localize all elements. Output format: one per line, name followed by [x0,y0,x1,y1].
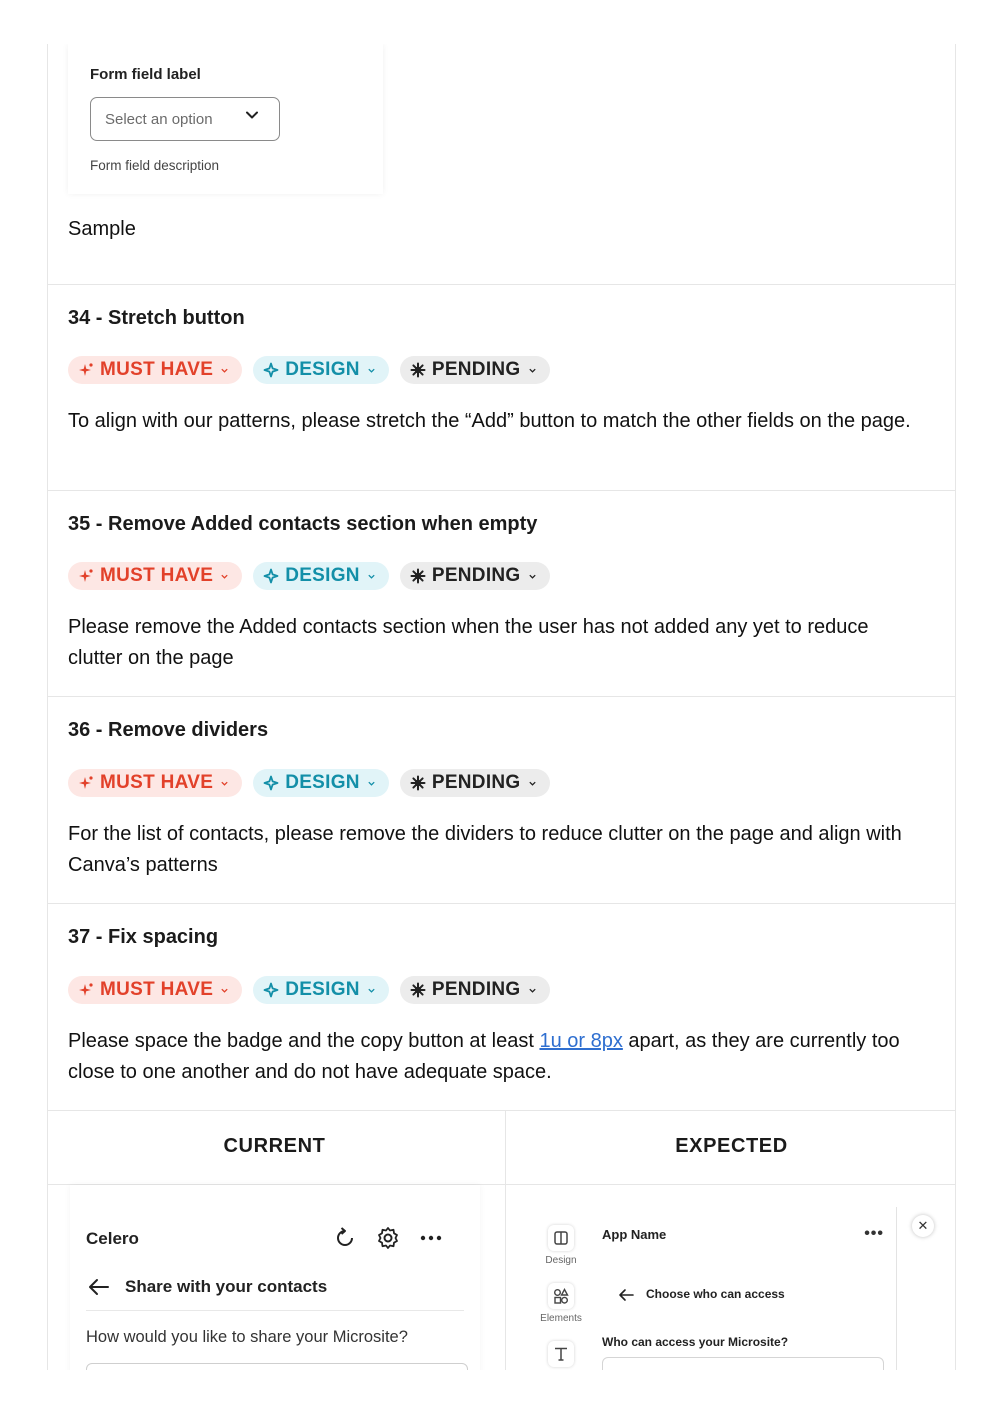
app-brand: Celero [86,1229,139,1248]
expected-screenshot [528,1185,948,1370]
document-page [47,44,956,1370]
chevron-down-icon [220,572,229,581]
sample-section [48,44,955,285]
compare-body [48,1185,955,1370]
issue-item [48,904,955,1111]
expected-column-header: EXPECTED [675,1135,788,1157]
starburst-icon [410,982,426,998]
share-heading: Share with your contacts [125,1277,328,1296]
diamond-sparkle-icon [263,362,279,378]
pending-tag[interactable] [400,769,550,797]
app-panel [602,1207,897,1370]
design-tag[interactable] [253,769,389,797]
design-tag[interactable] [253,562,389,590]
layout-icon [548,1225,574,1251]
chevron-down-icon [528,572,537,581]
diamond-sparkle-icon [263,982,279,998]
chevron-down-icon [367,572,376,581]
current-screenshot [70,1185,480,1370]
tag-label: MUST HAVE [100,772,214,793]
issue-title: 35 - Remove Added contacts section when empty [68,513,538,535]
gear-icon[interactable] [375,1225,401,1251]
sparkle-icon [78,362,94,378]
tag-row [68,769,550,797]
issue-title: 36 - Remove dividers [68,719,269,741]
back-arrow-icon[interactable] [88,1277,110,1297]
issue-item [48,491,955,697]
description-text: Please space the badge and the copy button at least [68,1030,540,1052]
app-name: App Name [602,1227,667,1242]
issue-description: For the list of contacts, please remove the dividers to reduce clutter on the page and align with Canva’s patterns [68,823,902,876]
share-question: How would you like to share your Microsite? [86,1328,408,1346]
tag-label: DESIGN [285,359,360,380]
starburst-icon [410,775,426,791]
current-column-header: CURRENT [223,1135,326,1157]
access-question: Who can access your Microsite? [602,1335,789,1349]
form-field-sample [68,44,383,194]
refresh-icon[interactable] [332,1225,358,1251]
select-dropdown[interactable] [90,97,280,141]
rail-item-elements[interactable] [528,1283,594,1324]
sparkle-icon [78,568,94,584]
tag-row [68,356,550,384]
pending-tag[interactable] [400,976,550,1004]
compare-header [48,1111,955,1185]
access-input[interactable] [602,1357,884,1370]
rail-item-design[interactable] [528,1225,594,1266]
issue-description: To align with our patterns, please stretch the “Add” button to match the other fields on the page. [68,410,911,432]
select-placeholder: Select an option [105,111,213,128]
issue-title: 34 - Stretch button [68,307,245,329]
rail-label: Elements [540,1313,582,1324]
sample-caption: Sample [68,218,136,240]
rail-label: Design [545,1255,577,1266]
chevron-down-icon [245,108,259,122]
chevron-down-icon [220,986,229,995]
form-field-label: Form field label [90,66,201,83]
issue-item [48,285,955,491]
tag-label: MUST HAVE [100,359,214,380]
tag-label: PENDING [431,359,521,380]
rail-item-text[interactable] [528,1341,594,1367]
issue-description: Please remove the Added contacts section when the user has not added any yet to reduce clutter on the page [68,616,869,669]
tag-label: MUST HAVE [100,979,214,1000]
diamond-sparkle-icon [263,775,279,791]
must-have-tag[interactable] [68,356,242,384]
shapes-icon [548,1283,574,1309]
must-have-tag[interactable] [68,976,242,1004]
issue-item [48,697,955,904]
text-icon [548,1341,574,1367]
compare-table [48,1111,955,1370]
chevron-down-icon [367,986,376,995]
must-have-tag[interactable] [68,769,242,797]
back-arrow-icon[interactable] [618,1288,634,1302]
close-icon[interactable]: ✕ [912,1215,934,1237]
chevron-down-icon [220,366,229,375]
more-options-icon[interactable] [418,1225,444,1251]
tag-label: PENDING [431,772,521,793]
form-field-description: Form field description [90,158,220,173]
tag-label: MUST HAVE [100,565,214,586]
more-options-icon[interactable]: ••• [864,1225,884,1242]
tag-row [68,562,550,590]
chevron-down-icon [528,779,537,788]
chevron-down-icon [528,986,537,995]
access-heading: Choose who can access [646,1287,785,1301]
description-text: apart, as they are currently too close to one another and do not have adequate space. [68,1030,900,1083]
chevron-down-icon [220,779,229,788]
tag-row [68,976,550,1004]
sparkle-icon [78,982,94,998]
tag-label: PENDING [431,565,521,586]
design-tag[interactable] [253,976,389,1004]
starburst-icon [410,568,426,584]
diamond-sparkle-icon [263,568,279,584]
must-have-tag[interactable] [68,562,242,590]
design-tag[interactable] [253,356,389,384]
share-input[interactable] [86,1363,468,1370]
chevron-down-icon [367,366,376,375]
sparkle-icon [78,775,94,791]
issue-title: 37 - Fix spacing [68,926,219,948]
pending-tag[interactable] [400,356,550,384]
chevron-down-icon [528,366,537,375]
issue-description [68,1026,928,1088]
pending-tag[interactable] [400,562,550,590]
tag-label: DESIGN [285,772,360,793]
divider [86,1310,464,1311]
tag-label: DESIGN [285,979,360,1000]
spacing-link[interactable]: 1u or 8px [539,1030,623,1052]
tag-label: DESIGN [285,565,360,586]
starburst-icon [410,362,426,378]
chevron-down-icon [367,779,376,788]
tag-label: PENDING [431,979,521,1000]
